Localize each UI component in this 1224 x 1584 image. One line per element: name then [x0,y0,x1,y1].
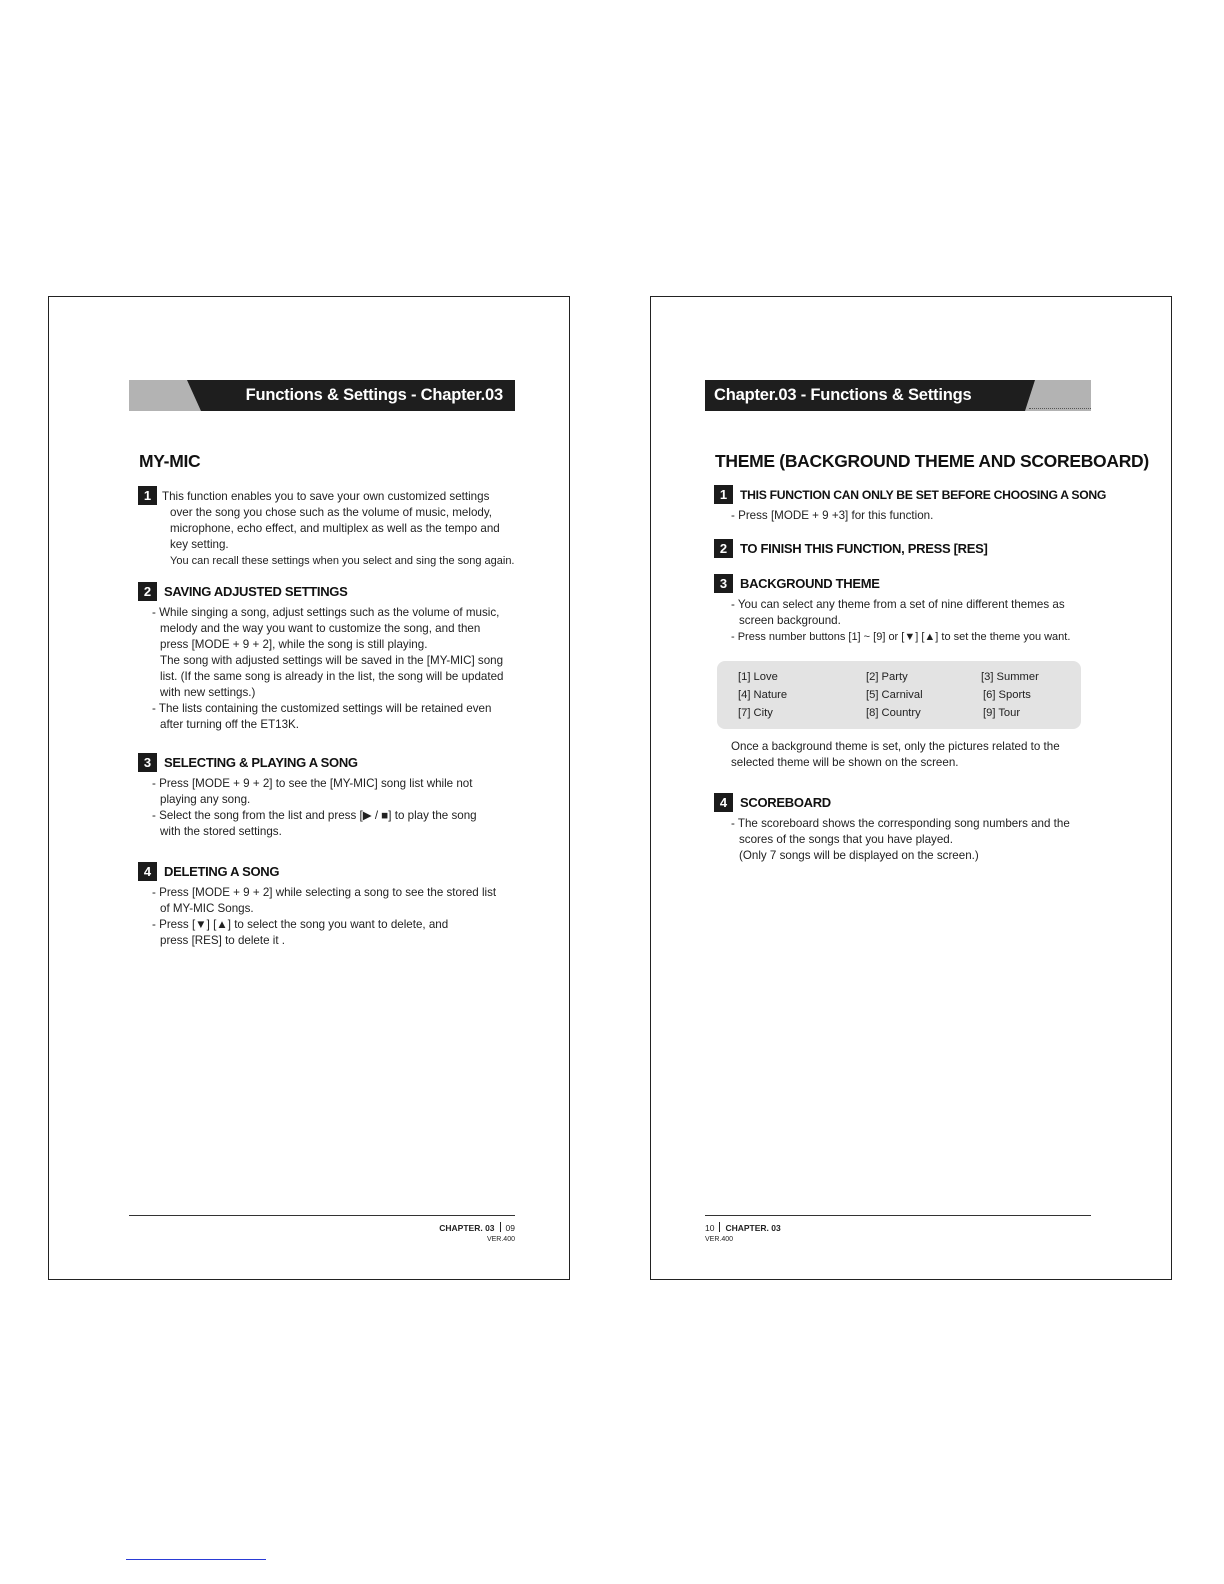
text-line: This function enables you to save your own customized settings [162,490,490,503]
section-heading: DELETING A SONG [164,863,280,879]
text-line: list. (If the same song is already in the list, the song will be updated [160,670,504,683]
text-line: with the stored settings. [160,825,282,838]
text-line: Once a background theme is set, only the pictures related to the [731,740,1060,753]
footer-chapter: CHAPTER. 03 [439,1223,495,1233]
theme-option: [3] Summer [981,671,1039,683]
section-number: 4 [714,793,733,812]
text-line: - Select the song from the list and press [▶ / ■] to play the song [152,809,477,822]
section-number: 2 [714,539,733,558]
text-line: key setting. [170,538,229,551]
footer-chapter: CHAPTER. 03 [725,1223,781,1233]
text-line: playing any song. [160,793,251,806]
section-1 [714,485,1154,524]
chapter-banner [705,380,1091,411]
page-right [650,296,1172,1280]
section-heading: SCOREBOARD [740,794,831,810]
text-line: - The lists containing the customized settings will be retained even [152,702,492,715]
text-line: of MY-MIC Songs. [160,902,254,915]
section-number: 2 [138,582,157,601]
theme-option: [6] Sports [983,689,1031,701]
footer-divider [129,1215,515,1216]
text-line: - Press [MODE + 9 +3] for this function. [731,509,934,522]
section-3 [138,753,538,840]
text-line: selected theme will be shown on the screen. [731,756,959,769]
section-3 [714,574,1154,645]
text-line: The song with adjusted settings will be saved in the [MY-MIC] song [160,654,504,667]
text-line: over the song you chose such as the volume of music, melody, [170,506,492,519]
theme-option: [2] Party [866,671,908,683]
banner-text: Chapter.03 - Functions & Settings [714,386,972,404]
page-footer [705,1222,905,1245]
text-line: screen background. [739,614,841,627]
theme-option: [5] Carnival [866,689,923,701]
theme-list-box [717,661,1081,729]
bottom-rule [126,1559,266,1560]
section-heading: BACKGROUND THEME [740,575,880,591]
page-title: THEME (BACKGROUND THEME AND SCOREBOARD) [715,451,1149,471]
text-line: melody and the way you want to customize the song, and then [160,622,481,635]
text-line: microphone, echo effect, and multiplex as well as the tempo and [170,522,500,535]
text-line: - Press number buttons [1] ~ [9] or [▼] [▲] to set the theme you want. [731,631,1071,643]
section-1 [138,486,538,569]
section-4 [714,793,1154,864]
theme-option: [8] Country [866,707,921,719]
text-line: - You can select any theme from a set of nine different themes as [731,598,1065,611]
footer-version: VER.400 [486,1236,515,1243]
theme-note [731,739,1131,771]
text-line: - Press [MODE + 9 + 2] to see the [MY-MIC] song list while not [152,777,473,790]
page-title: MY-MIC [139,451,201,471]
text-line: press [MODE + 9 + 2], while the song is still playing. [160,638,428,651]
section-heading: THIS FUNCTION CAN ONLY BE SET BEFORE CHOOSING A SONG [740,487,1107,502]
section-heading: TO FINISH THIS FUNCTION, PRESS [RES] [740,540,988,556]
section-2 [714,539,1154,562]
text-line: (Only 7 songs will be displayed on the screen.) [739,849,979,862]
text-line: - Press [▼] [▲] to select the song you want to delete, and [152,918,449,931]
page-left [48,296,570,1280]
footer-version: VER.400 [705,1236,734,1243]
theme-option: [1] Love [738,671,778,683]
section-heading: SAVING ADJUSTED SETTINGS [164,583,348,599]
footer-page-number: 10 [705,1223,715,1233]
text-line: press [RES] to delete it . [160,934,286,947]
section-number: 3 [138,753,157,772]
text-line: after turning off the ET13K. [160,718,299,731]
section-number: 1 [138,486,157,505]
footer-page-number: 09 [505,1223,515,1233]
chapter-banner [129,380,515,411]
banner-text: Functions & Settings - Chapter.03 [245,386,503,404]
theme-option: [9] Tour [983,707,1021,719]
section-number: 4 [138,862,157,881]
footer-divider [705,1215,1091,1216]
theme-option: [7] City [738,707,773,719]
text-line: - Press [MODE + 9 + 2] while selecting a song to see the stored list [152,886,497,899]
section-number: 3 [714,574,733,593]
text-line: - While singing a song, adjust settings such as the volume of music, [152,606,500,619]
text-line: - The scoreboard shows the corresponding song numbers and the [731,817,1070,830]
page-footer [349,1222,515,1245]
section-4 [138,862,538,949]
section-2 [138,582,538,733]
section-heading: SELECTING & PLAYING A SONG [164,754,358,770]
text-line: You can recall these settings when you select and sing the song again. [170,555,515,567]
theme-option: [4] Nature [738,689,788,701]
text-line: with new settings.) [160,686,256,699]
section-number: 1 [714,485,733,504]
text-line: scores of the songs that you have played. [739,833,953,846]
